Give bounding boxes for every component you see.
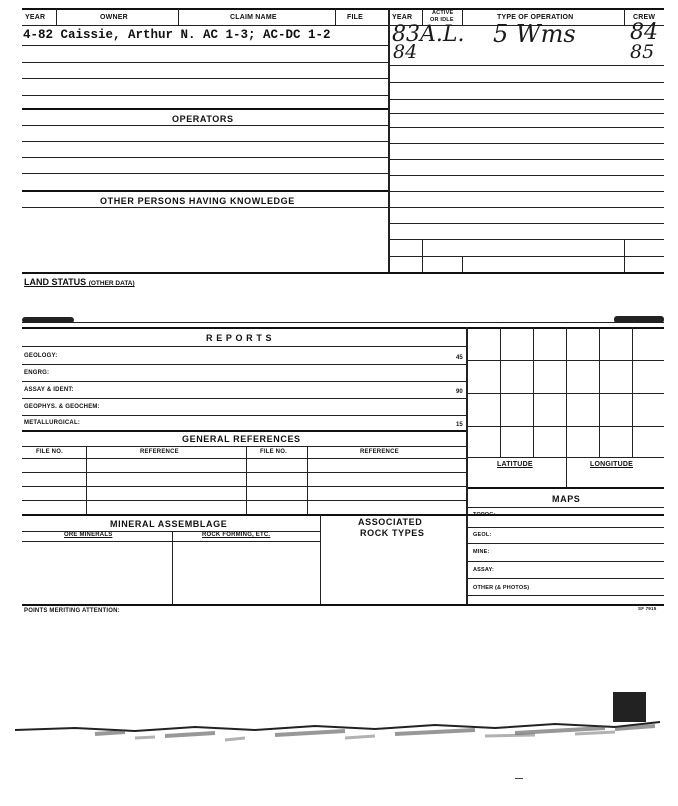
land-status-heading: [24, 277, 135, 287]
maps-other: OTHER (& PHOTOS): [473, 585, 530, 591]
report-engrg: ENGRG:: [24, 370, 50, 376]
header-owner: OWNER: [100, 14, 128, 21]
ref-reference-1: REFERENCE: [140, 449, 179, 455]
reports-heading: R E P O R T S: [206, 333, 273, 343]
maps-geol: GEOL:: [473, 532, 492, 538]
header-crew: CREW: [633, 14, 656, 21]
ref-file-no-2: FILE NO.: [260, 449, 287, 455]
maps-assay: ASSAY:: [473, 567, 495, 573]
report-geophys: GEOPHYS. & GEOCHEM:: [24, 404, 100, 410]
other-persons-heading: OTHER PERSONS HAVING KNOWLEDGE: [100, 196, 295, 206]
activity-crew-2: 85: [630, 41, 655, 63]
general-references-heading: GENERAL REFERENCES: [182, 434, 301, 444]
activity-year-1: 83: [392, 22, 420, 47]
report-assay: ASSAY & IDENT:: [24, 387, 74, 393]
activity-status-1: A.L.: [420, 22, 465, 47]
scan-noise-band: [15, 716, 665, 746]
top-rule: [22, 8, 664, 10]
maps-heading: MAPS: [552, 494, 581, 504]
header-type-of-operation: TYPE OF OPERATION: [497, 14, 574, 21]
owner-entry: 4-82 Caissie, Arthur N. AC 1-3; AC-DC 1-2: [23, 28, 331, 42]
ref-reference-2: REFERENCE: [360, 449, 399, 455]
rock-types-heading: ROCK TYPES: [360, 528, 425, 538]
report-assay-num: 90: [456, 389, 463, 395]
latitude-label: LATITUDE: [497, 461, 533, 468]
bottom-dash: [515, 778, 523, 779]
ore-minerals-header: ORE MINERALS: [64, 532, 113, 538]
ref-file-no-1: FILE NO.: [36, 449, 63, 455]
activity-crew-1: 84: [630, 20, 658, 45]
header-year: YEAR: [25, 14, 46, 21]
activity-year-2: 84: [393, 41, 418, 63]
associated-heading: ASSOCIATED: [358, 517, 423, 527]
header-file: FILE: [347, 14, 363, 21]
land-status-sublabel: (OTHER DATA): [88, 280, 135, 287]
points-heading: POINTS MERITING ATTENTION:: [24, 608, 120, 614]
maps-mine: MINE:: [473, 549, 490, 555]
report-metallurgical: METALLURGICAL:: [24, 420, 81, 426]
report-geology-num: 45: [456, 355, 463, 361]
land-status-label: LAND STATUS: [24, 277, 87, 287]
report-metallurgical-num: 15: [456, 422, 463, 428]
header-active-line1: ACTIVE: [432, 10, 454, 16]
header-active-line2: OR IDLE: [430, 17, 454, 23]
longitude-label: LONGITUDE: [590, 461, 634, 468]
form-code: SF 7915: [638, 606, 657, 611]
activity-operation-1: 5 Wms: [493, 20, 576, 48]
operators-heading: OPERATORS: [172, 114, 234, 124]
rock-forming-header: ROCK FORMING, ETC.: [202, 532, 271, 538]
report-geology: GEOLOGY:: [24, 353, 58, 359]
mineral-assemblage-heading: MINERAL ASSEMBLAGE: [110, 519, 228, 529]
header-year-right: YEAR: [392, 14, 413, 21]
header-claim-name: CLAIM NAME: [230, 14, 277, 21]
maps-topog: TOPOG:: [473, 512, 496, 518]
